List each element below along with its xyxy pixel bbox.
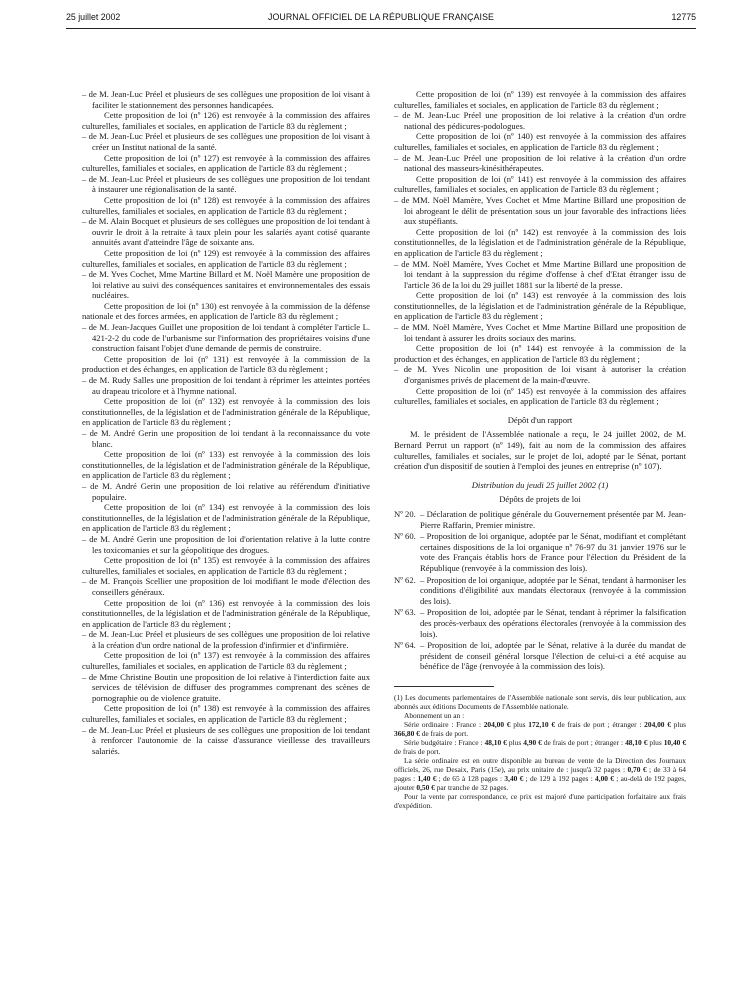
motion-text: – de M. François Scellier une proposition de loi modifiant le mode d'élection des conseillers généraux. xyxy=(82,576,370,597)
bill-text: – Proposition de loi organique, adoptée par le Sénat, modifiant et complétant certaines dispositions de la loi organique nº 76-97 du 31 janvier 1976 sur le vote des Français établis hors de France pour l'élection du Président de la République (renvoyée à la commission des lois). xyxy=(420,531,686,573)
motion-entry xyxy=(82,269,370,322)
referral-sentence: Cette proposition de loi (nº 134) est renvoyée à la commission des lois constitutionnelles, de la législation et de l'administration générale de la République, en application de l'article 83 du règlement ; xyxy=(82,502,370,534)
footnote-intro: (1) Les documents parlementaires de l'Assemblée nationale sont servis, dès leur publication, aux abonnés aux éditions Documents de l'Assemblée nationale. xyxy=(394,692,686,711)
motion-text: – de M. Jean-Luc Préel et plusieurs de ses collègues une proposition de loi visant à faciliter le stationnement des personnes handicapées. xyxy=(82,89,370,110)
motion-text: – de MM. Noël Mamère, Yves Cochet et Mme Martine Billard une proposition de loi tendant à assurer les droits sociaux des marins. xyxy=(394,322,686,343)
referral-sentence: Cette proposition de loi (nº 137) est renvoyée à la commission des affaires culturelles, familiales et sociales, en application de l'article 83 du règlement ; xyxy=(82,650,370,672)
motion-text: – de M. Yves Cochet, Mme Martine Billard et M. Noël Mamère une proposition de loi relative au suivi des conséquences sanitaires et environnementales des essais nucléaires. xyxy=(82,269,370,301)
bill-text: – Proposition de loi, adoptée par le Sénat, tendant à réprimer la falsification des procès-verbaux des opérations électorales (renvoyée à la commission des lois). xyxy=(420,607,686,639)
bill-number: Nº 20. xyxy=(394,508,416,519)
right-column xyxy=(394,89,686,810)
header-title: JOURNAL OFFICIEL DE LA RÉPUBLIQUE FRANÇAISE xyxy=(267,12,495,22)
motion-entry xyxy=(82,375,370,428)
page-header xyxy=(66,12,696,26)
motion-text: – de M. Jean-Luc Préel et plusieurs de ses collègues une proposition de loi visant à créer un Institut national de la santé. xyxy=(82,131,370,152)
depots-heading: Dépôts de projets de loi xyxy=(499,494,581,505)
motion-entry xyxy=(394,153,686,195)
referral-sentence: Cette proposition de loi (nº 127) est renvoyée à la commission des affaires culturelles, familiales et sociales, en application de l'article 83 du règlement ; xyxy=(82,152,370,174)
motion-text: – de M. André Gerin une proposition de loi tendant à la reconnaissance du vote blanc. xyxy=(82,428,370,449)
footnote-serie-ordinaire: Série ordinaire : France : 204,00 € plus 172,10 € de frais de port ; étranger : 204,00 € plus 366,80 € de frais de port. xyxy=(394,719,686,738)
referral-sentence: Cette proposition de loi (nº 145) est renvoyée à la commission des affaires culturelles, familiales et sociales, en application de l'article 83 du règlement ; xyxy=(394,385,686,407)
referral-sentence: Cette proposition de loi (nº 140) est renvoyée à la commission des affaires culturelles, familiales et sociales, en application de l'article 83 du règlement ; xyxy=(394,131,686,152)
header-page-number: 12775 xyxy=(671,12,696,22)
footnote-rule xyxy=(394,686,494,687)
motion-entry xyxy=(82,672,370,725)
bill-item xyxy=(394,640,686,672)
referral-sentence: Cette proposition de loi (nº 144) est renvoyée à la commission de la production et des échanges, en application de l'article 83 du règlement ; xyxy=(394,343,686,364)
referral-sentence: Cette proposition de loi (nº 142) est renvoyée à la commission des lois constitutionnelles, de la législation et de l'administration générale de la République, en application de l'article 83 du règlement ; xyxy=(394,226,686,258)
distribution-heading: Distribution du jeudi 25 juillet 2002 (1) xyxy=(471,479,609,490)
bill-number: Nº 62. xyxy=(394,574,416,585)
motion-entry xyxy=(82,629,370,671)
motion-entry xyxy=(394,110,686,152)
motion-text: – de M. Jean-Jacques Guillet une proposition de loi tendant à compléter l'article L. 421-2-2 du code de l'urbanisme sur l'information des propriétaires voisins d'une construction faisant l'objet d'une demande de permis de construire. xyxy=(82,322,370,354)
motion-entry xyxy=(394,259,686,323)
footnote-serie-budgetaire: Série budgétaire : France : 48,10 € plus 4,90 € de frais de port ; étranger : 48,10 € plus 10,40 € de frais de port. xyxy=(394,737,687,756)
motion-text: – de MM. Noël Mamère, Yves Cochet et Mme Martine Billard une proposition de loi abrogeant le délit de présentation sous un jour favorable des infractions liées aux stupéfiants. xyxy=(394,194,686,227)
motion-entry xyxy=(82,131,370,173)
bill-text: – Proposition de loi organique, adoptée par le Sénat, tendant à harmoniser les conditions d'éligibilité aux mandats électoraux (renvoyée à la commission des lois). xyxy=(420,574,686,606)
bill-number: Nº 60. xyxy=(394,531,416,542)
referral-sentence: Cette proposition de loi (nº 136) est renvoyée à la commission des lois constitutionnelles, de la législation et de l'administration générale de la République, en application de l'article 83 du règlement ; xyxy=(82,597,370,629)
bill-number: Nº 64. xyxy=(394,640,416,651)
motion-text: – de M. Rudy Salles une proposition de loi tendant à réprimer les atteintes portées au drapeau tricolore et à l'hymne national. xyxy=(82,375,370,396)
motion-text: – de MM. Noël Mamère, Yves Cochet et Mme Martine Billard une proposition de loi tendant à la suppression du régime d'offense à chef d'Etat étranger issu de l'article 36 de la loi du 29 juillet 1881 sur la liberté de la presse. xyxy=(394,258,686,290)
continued-entry xyxy=(394,89,686,110)
motion-entry xyxy=(82,725,370,757)
motion-entry xyxy=(82,89,370,131)
bill-item xyxy=(394,607,686,639)
motion-entry xyxy=(82,216,370,269)
referral-sentence: Cette proposition de loi (nº 133) est renvoyée à la commission des lois constitutionnelles, de la législation et de l'administration générale de la République, en application de l'article 83 du règlement ; xyxy=(82,449,370,481)
bills-list xyxy=(394,509,686,672)
motion-text: – de Mme Christine Boutin une proposition de loi relative à l'interdiction faite aux services de télévision de diffuser des programmes comprenant des scènes de pornographie ou de violence gratuite. xyxy=(82,671,370,703)
referral-sentence: Cette proposition de loi (nº 126) est renvoyée à la commission des affaires culturelles, familiales et sociales, en application de l'article 83 du règlement ; xyxy=(82,110,370,131)
bill-item xyxy=(394,509,686,530)
bill-text: – Proposition de loi, adoptée par le Sénat, relative à la durée du mandat de président de conseil général lorsque l'élection de celui-ci a été acquise au bénéfice de l'âge (renvoyée à la commission des lois). xyxy=(420,640,686,672)
left-column xyxy=(82,89,370,756)
motion-text: – de M. Jean-Luc Préel une proposition de loi relative à la création d'un ordre national des pédicures-podologues. xyxy=(394,110,686,131)
footnote-abonnement: Abonnement un an : xyxy=(404,710,465,720)
motion-text: – de M. André Gerin une proposition de loi d'orientation relative à la lutte contre les toxicomanies et sur la géopolitique des drogues. xyxy=(82,533,370,555)
motion-text: – de M. Yves Nicolin une proposition de loi visant à autoriser la création d'organismes privés de placement de la main-d'œuvre. xyxy=(394,364,686,386)
bill-item xyxy=(394,531,686,573)
referral-sentence: Cette proposition de loi (nº 131) est renvoyée à la commission de la production et des échanges, en application de l'article 83 du règlement ; xyxy=(82,353,370,375)
referral-sentence: Cette proposition de loi (nº 135) est renvoyée à la commission des affaires culturelles, familiales et sociales, en application de l'article 83 du règlement ; xyxy=(82,555,370,576)
motion-text: – de M. Jean-Luc Préel et plusieurs de ses collègues une proposition de loi tendant à instaurer une régionalisation de la santé. xyxy=(82,173,370,195)
header-date: 25 juillet 2002 xyxy=(66,12,121,22)
referral-sentence: Cette proposition de loi (nº 139) est renvoyée à la commission des affaires culturelles, familiales et sociales, en application de l'article 83 du règlement ; xyxy=(394,89,686,110)
referral-sentence: Cette proposition de loi (nº 138) est renvoyée à la commission des affaires culturelles, familiales et sociales, en application de l'article 83 du règlement ; xyxy=(82,703,370,725)
header-rule xyxy=(66,28,696,29)
motion-entry xyxy=(82,174,370,216)
rapport-text: M. le président de l'Assemblée nationale a reçu, le 24 juillet 2002, de M. Bernard Perrut un rapport (nº 149), fait au nom de la commission des affaires culturelles, familiales et sociales, sur le projet de loi, adopté par le Sénat, portant création d'un dispositif de soutien à l'emploi des jeunes en entreprise (nº 107). xyxy=(394,429,686,472)
motion-entry xyxy=(82,534,370,576)
bill-text: – Déclaration de politique générale du Gouvernement présentée par M. Jean-Pierre Raffarin, Premier ministre. xyxy=(420,508,686,530)
footnote-correspondance: Pour la vente par correspondance, ce prix est majoré d'une participation forfaitaire aux frais d'expédition. xyxy=(394,791,686,810)
referral-sentence: Cette proposition de loi (nº 128) est renvoyée à la commission des affaires culturelles, familiales et sociales, en application de l'article 83 du règlement ; xyxy=(82,194,370,216)
referral-sentence: Cette proposition de loi (nº 141) est renvoyée à la commission des affaires culturelles, familiales et sociales, en application de l'article 83 du règlement ; xyxy=(394,173,686,195)
referral-sentence: Cette proposition de loi (nº 143) est renvoyée à la commission des lois constitutionnelles, de la législation et de l'administration générale de la République, en application de l'article 83 du règlement ; xyxy=(394,290,686,322)
footnote xyxy=(394,693,686,810)
motion-entry xyxy=(82,428,370,481)
motion-entry xyxy=(82,481,370,534)
motion-entry xyxy=(82,322,370,375)
motion-entry xyxy=(394,364,686,406)
right-entries xyxy=(394,110,686,407)
motion-entry xyxy=(394,322,686,364)
rapport-heading: Dépôt d'un rapport xyxy=(507,414,573,425)
referral-sentence: Cette proposition de loi (nº 130) est renvoyée à la commission de la défense nationale et des forces armées, en application de l'article 83 du règlement ; xyxy=(82,300,370,322)
motion-entry xyxy=(394,195,686,259)
motion-text: – de M. André Gerin une proposition de loi relative au référendum d'initiative populaire. xyxy=(82,480,370,502)
motion-text: – de M. Jean-Luc Préel et plusieurs de ses collègues une proposition de loi tendant à renforcer l'autonomie de la caisse d'assurance vieillesse des travailleurs salariés. xyxy=(82,724,370,756)
motion-text: – de M. Jean-Luc Préel une proposition de loi relative à la création d'un ordre national des masseurs-kinésithérapeutes. xyxy=(394,152,686,174)
bill-item xyxy=(394,575,686,607)
motion-text: – de M. Jean-Luc Préel et plusieurs de ses collègues une proposition de loi relative à la création d'un ordre national de la profession d'infirmier et d'infirmière. xyxy=(82,629,370,650)
bill-number: Nº 63. xyxy=(394,607,416,618)
footnote-vente: La série ordinaire est en outre disponible au bureau de vente de la Direction des Journaux officiels, 26, rue Desaix, Paris (15e), au prix unitaire de : jusqu'à 32 pages : 0,70 € ; de 33 à 64 pages : 1,40 € ; de 65 à 128 pages : 3,40 € ; de 129 à 192 pages : 4,00 € ; au-delà de 192 pages, ajouter 0,50 € par tranche de 32 pages. xyxy=(394,755,686,792)
motion-entry xyxy=(82,576,370,629)
motion-text: – de M. Alain Bocquet et plusieurs de ses collègues une proposition de loi tendant à ouvrir le droit à la retraite à taux plein pour les salariés ayant cotisé quarante annuités avant d'atteindre l'âge de soixante ans. xyxy=(82,216,370,248)
referral-sentence: Cette proposition de loi (nº 129) est renvoyée à la commission des affaires culturelles, familiales et sociales, en application de l'article 83 du règlement ; xyxy=(82,247,370,269)
referral-sentence: Cette proposition de loi (nº 132) est renvoyée à la commission des lois constitutionnelles, de la législation et de l'administration générale de la République, en application de l'article 83 du règlement ; xyxy=(82,396,370,428)
